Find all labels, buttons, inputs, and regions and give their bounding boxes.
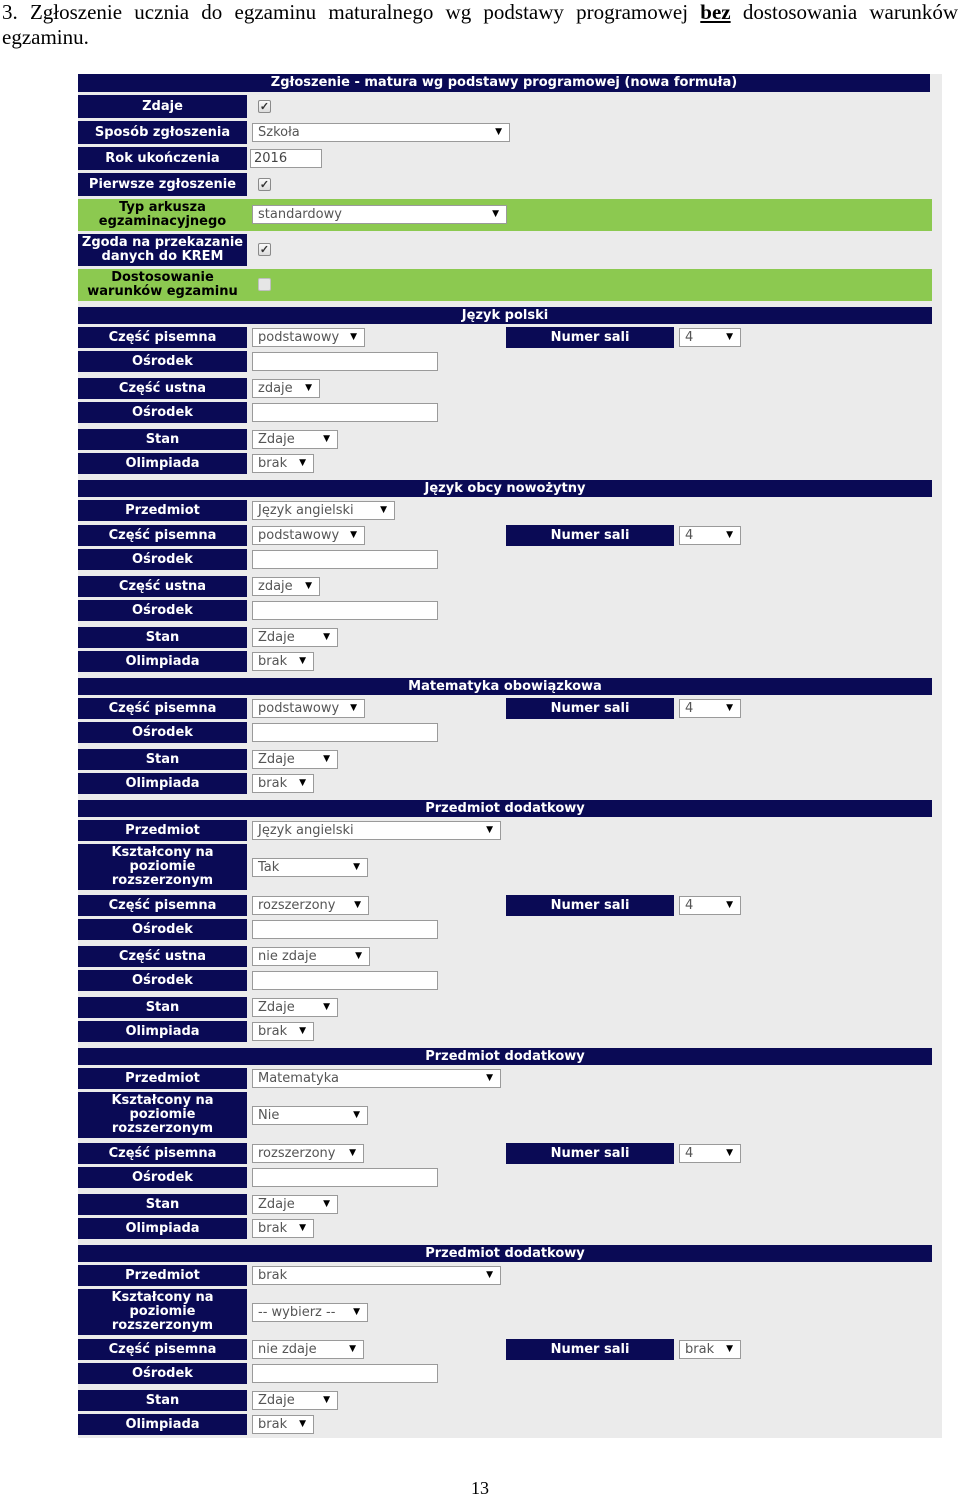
przedmiot-select[interactable]: Język angielski ▼: [252, 821, 501, 840]
przedmiot-label: Przedmiot: [78, 1068, 247, 1089]
osrodek-label: Ośrodek: [78, 970, 247, 991]
stan-label: Stan: [78, 1390, 247, 1411]
czesc-ustna-label: Część ustna: [78, 576, 247, 597]
stan-label: Stan: [78, 749, 247, 770]
czesc-pisemna-select[interactable]: podstawowy ▼: [252, 328, 365, 347]
osrodek-input[interactable]: [252, 920, 438, 939]
ksztalcony-line2: poziomie: [129, 1107, 196, 1122]
olimpiada-select[interactable]: brak ▼: [252, 652, 314, 671]
olimpiada-select[interactable]: brak ▼: [252, 774, 314, 793]
section-header: Język polski: [78, 307, 932, 324]
osrodek-input[interactable]: [252, 723, 438, 742]
dostosowanie-label: [78, 269, 247, 301]
sposob-select[interactable]: Szkoła ▼: [252, 123, 510, 142]
stan-select[interactable]: Zdaje ▼: [252, 628, 338, 647]
section-header: Przedmiot dodatkowy: [78, 800, 932, 817]
section-header: Przedmiot dodatkowy: [78, 1245, 932, 1262]
ksztalcony-select[interactable]: -- wybierz -- ▼: [252, 1303, 368, 1322]
olimpiada-select[interactable]: brak ▼: [252, 1219, 314, 1238]
osrodek-input[interactable]: [252, 1364, 438, 1383]
page-number: 13: [471, 1478, 489, 1498]
czesc-pisemna-select[interactable]: rozszerzony ▼: [252, 1144, 364, 1163]
zdaje-checkbox[interactable]: ✓: [259, 101, 270, 113]
rok-input[interactable]: 2016: [250, 149, 322, 168]
stan-label: Stan: [78, 1194, 247, 1215]
typ-label: [78, 199, 247, 231]
przedmiot-select[interactable]: Język angielski ▼: [252, 501, 395, 520]
zgoda-label: [78, 234, 247, 266]
przedmiot-select[interactable]: brak ▼: [252, 1266, 501, 1285]
olimpiada-select[interactable]: brak ▼: [252, 454, 314, 473]
osrodek-label: Ośrodek: [78, 600, 247, 621]
numer-sali-select[interactable]: brak ▼: [679, 1340, 741, 1359]
typ-select[interactable]: standardowy ▼: [252, 205, 507, 224]
heading-prefix: 3. Zgłoszenie ucznia do egzaminu maturalnego wg podstawy programowej: [2, 0, 689, 24]
olimpiada-label: Olimpiada: [78, 1414, 247, 1435]
czesc-pisemna-select[interactable]: nie zdaje ▼: [252, 1340, 364, 1359]
olimpiada-label: Olimpiada: [78, 773, 247, 794]
ksztalcony-line3: rozszerzonym: [111, 873, 214, 888]
zgoda-label-line1: Zgoda na przekazanie: [81, 235, 244, 250]
czesc-ustna-select[interactable]: zdaje ▼: [252, 577, 320, 596]
olimpiada-label: Olimpiada: [78, 651, 247, 672]
przedmiot-select[interactable]: Matematyka ▼: [252, 1069, 501, 1088]
stan-select[interactable]: Zdaje ▼: [252, 1391, 338, 1410]
osrodek-input[interactable]: [252, 352, 438, 371]
olimpiada-select[interactable]: brak ▼: [252, 1022, 314, 1041]
olimpiada-label: Olimpiada: [78, 453, 247, 474]
czesc-ustna-select[interactable]: zdaje ▼: [252, 379, 320, 398]
czesc-pisemna-select[interactable]: podstawowy ▼: [252, 699, 365, 718]
typ-label-line1: Typ arkusza: [119, 200, 206, 215]
zdaje-label: Zdaje: [78, 95, 247, 118]
osrodek-input[interactable]: [252, 550, 438, 569]
ksztalcony-line1: Kształcony na: [111, 845, 214, 860]
czesc-ustna-label: Część ustna: [78, 946, 247, 967]
olimpiada-label: Olimpiada: [78, 1021, 247, 1042]
section-header: Język obcy nowożytny: [78, 480, 932, 497]
pierwsze-checkbox[interactable]: ✓: [259, 179, 270, 191]
stan-select[interactable]: Zdaje ▼: [252, 1195, 338, 1214]
przedmiot-label: Przedmiot: [78, 820, 247, 841]
dostosowanie-label-line2: warunków egzaminu: [87, 284, 238, 299]
section-header: Przedmiot dodatkowy: [78, 1048, 932, 1065]
zgoda-label-line2: danych do KREM: [101, 249, 224, 264]
czesc-pisemna-select[interactable]: podstawowy ▼: [252, 526, 365, 545]
pierwsze-label: Pierwsze zgłoszenie: [78, 173, 247, 196]
olimpiada-label: Olimpiada: [78, 1218, 247, 1239]
form-title: Zgłoszenie - matura wg podstawy programowej (nowa formuła): [78, 74, 930, 92]
numer-sali-label: Numer sali: [506, 895, 674, 916]
czesc-pisemna-label: Część pisemna: [78, 895, 247, 916]
osrodek-label: Ośrodek: [78, 549, 247, 570]
ksztalcony-line1: Kształcony na: [111, 1290, 214, 1305]
czesc-pisemna-label: Część pisemna: [78, 327, 247, 348]
typ-label-line2: egzaminacyjnego: [98, 214, 227, 229]
numer-sali-label: Numer sali: [506, 525, 674, 546]
osrodek-label: Ośrodek: [78, 1363, 247, 1384]
czesc-pisemna-label: Część pisemna: [78, 698, 247, 719]
czesc-pisemna-label: Część pisemna: [78, 1339, 247, 1360]
stan-select[interactable]: Zdaje ▼: [252, 998, 338, 1017]
czesc-pisemna-select[interactable]: rozszerzony ▼: [252, 896, 369, 915]
olimpiada-select[interactable]: brak ▼: [252, 1415, 314, 1434]
dostosowanie-checkbox[interactable]: [258, 278, 271, 291]
osrodek-label: Ośrodek: [78, 1167, 247, 1188]
numer-sali-label: Numer sali: [506, 1339, 674, 1360]
document-heading: [2, 0, 958, 50]
ksztalcony-line1: Kształcony na: [111, 1093, 214, 1108]
numer-sali-select[interactable]: 4 ▼: [679, 1144, 741, 1163]
numer-sali-label: Numer sali: [506, 698, 674, 719]
stan-label: Stan: [78, 429, 247, 450]
ksztalcony-label: [78, 1289, 247, 1335]
heading-suffix: dostosowania warunków egzaminu.: [2, 0, 959, 49]
przedmiot-label: Przedmiot: [78, 1265, 247, 1286]
stan-label: Stan: [78, 997, 247, 1018]
stan-select[interactable]: Zdaje ▼: [252, 430, 338, 449]
numer-sali-label: Numer sali: [506, 1143, 674, 1164]
numer-sali-select[interactable]: 4 ▼: [679, 699, 741, 718]
czesc-pisemna-label: Część pisemna: [78, 525, 247, 546]
numer-sali-select[interactable]: 4 ▼: [679, 896, 741, 915]
zgoda-checkbox[interactable]: ✓: [259, 244, 270, 256]
osrodek-input[interactable]: [252, 403, 438, 422]
osrodek-label: Ośrodek: [78, 722, 247, 743]
stan-select[interactable]: Zdaje ▼: [252, 750, 338, 769]
numer-sali-label: Numer sali: [506, 327, 674, 348]
czesc-ustna-select[interactable]: nie zdaje ▼: [252, 947, 370, 966]
ksztalcony-line2: poziomie: [129, 1304, 196, 1319]
ksztalcony-select[interactable]: Nie ▼: [252, 1106, 368, 1125]
numer-sali-select[interactable]: 4 ▼: [679, 328, 741, 347]
ksztalcony-line2: poziomie: [129, 859, 196, 874]
numer-sali-select[interactable]: 4 ▼: [679, 526, 741, 545]
osrodek-label: Ośrodek: [78, 351, 247, 372]
ksztalcony-select[interactable]: Tak ▼: [252, 858, 368, 877]
przedmiot-label: Przedmiot: [78, 500, 247, 521]
sposob-label: Sposób zgłoszenia: [78, 121, 247, 144]
osrodek-label: Ośrodek: [78, 919, 247, 940]
czesc-pisemna-label: Część pisemna: [78, 1143, 247, 1164]
heading-emphasis: bez: [700, 0, 731, 24]
osrodek-label: Ośrodek: [78, 402, 247, 423]
stan-label: Stan: [78, 627, 247, 648]
ksztalcony-label: [78, 844, 247, 890]
ksztalcony-line3: rozszerzonym: [111, 1318, 214, 1333]
rok-label: Rok ukończenia: [78, 147, 247, 170]
ksztalcony-label: [78, 1092, 247, 1138]
osrodek-input[interactable]: [252, 601, 438, 620]
section-header: Matematyka obowiązkowa: [78, 678, 932, 695]
czesc-ustna-label: Część ustna: [78, 378, 247, 399]
osrodek-input[interactable]: [252, 971, 438, 990]
osrodek-input[interactable]: [252, 1168, 438, 1187]
dostosowanie-label-line1: Dostosowanie: [111, 270, 214, 285]
ksztalcony-line3: rozszerzonym: [111, 1121, 214, 1136]
